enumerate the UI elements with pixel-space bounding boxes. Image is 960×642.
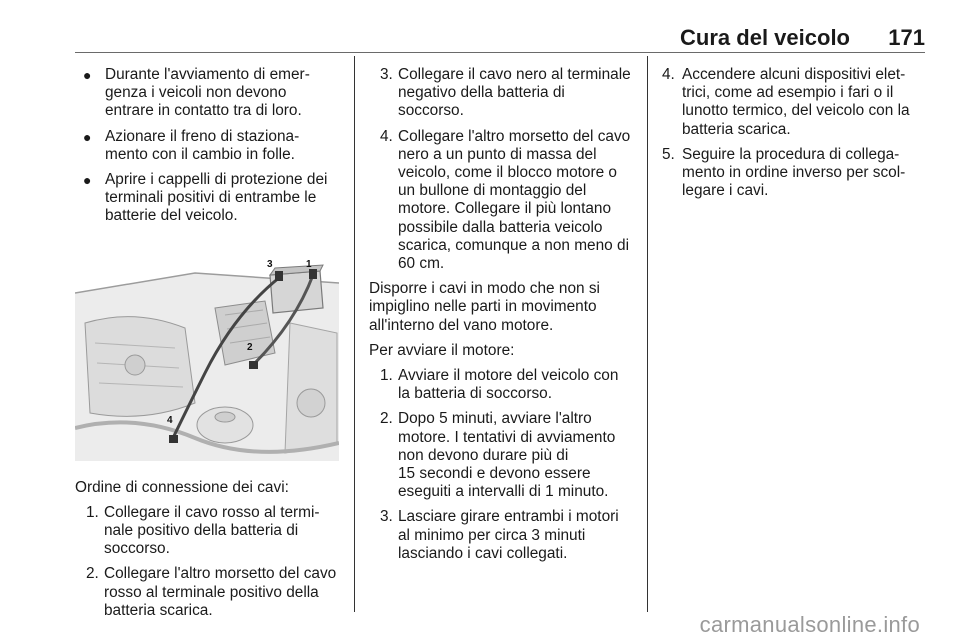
step-text: Collegare l'altro morsetto del cavo nero a un punto di massa del veicolo, come il blocco motore o un bullone di montaggio del motore. Collegare il più lontano possibile dalla batteria veicolo scarica, comunque a non meno di 60 cm. <box>398 127 631 273</box>
step-number: 3. <box>380 508 393 526</box>
step-text: Collegare l'altro morsetto del cavo rosso al terminale positivo della batteria scarica. <box>104 565 337 619</box>
cables-paragraph: Disporre i cavi in modo che non si impiglino nelle parti in movimento all'interno del vano motore. <box>369 280 600 334</box>
engine-bay-drawing <box>75 253 339 461</box>
callout-4: 4 <box>167 414 173 426</box>
numbered-step <box>369 410 639 501</box>
step-number: 1. <box>380 367 393 385</box>
section-title: Cura del veicolo <box>680 25 850 50</box>
bullet-dot-icon: ● <box>83 67 92 83</box>
numbered-step <box>662 146 924 201</box>
bullet-item <box>75 171 345 226</box>
bullet-dot-icon: ● <box>83 128 92 145</box>
numbered-step <box>662 66 924 139</box>
column-1 <box>75 66 345 627</box>
start-heading: Per avviare il motore: <box>369 341 515 359</box>
step-text: Accendere alcuni dispositivi elet- trici, come ad esempio i fari o il lunotto termico, del veicolo con la batteria scarica. <box>682 66 910 138</box>
page-number: 171 <box>888 25 925 50</box>
bullet-text: Azionare il freno di staziona- mento con il cambio in folle. <box>105 127 300 163</box>
bullet-dot-icon: ● <box>83 172 92 189</box>
engine-bay-jump-start-illustration <box>75 253 339 461</box>
numbered-step <box>75 565 345 620</box>
column-3 <box>662 66 924 207</box>
step-number: 2. <box>86 565 99 583</box>
step-text: Dopo 5 minuti, avviare l'altro motore. I tentativi di avviamento non devono durare più di 15 secondi e devono essere eseguiti a intervalli di 1 minuto. <box>398 410 616 501</box>
column-2 <box>369 66 639 570</box>
step-number: 4. <box>662 66 675 83</box>
callout-3: 3 <box>267 258 273 270</box>
watermark: carmanualsonline.info <box>699 612 920 637</box>
numbered-step <box>369 66 639 121</box>
order-heading: Ordine di connessione dei cavi: <box>75 478 289 496</box>
bullet-item <box>75 66 345 121</box>
step-text: Avviare il motore del veicolo con la batteria di soccorso. <box>398 367 619 403</box>
callout-2: 2 <box>247 341 253 353</box>
numbered-step <box>75 504 345 559</box>
step-number: 5. <box>662 145 675 163</box>
step-text: Lasciare girare entrambi i motori al minimo per circa 3 minuti lasciando i cavi collegati. <box>398 508 619 562</box>
page-header <box>75 0 925 53</box>
step-number: 3. <box>380 66 393 83</box>
column-divider <box>354 56 355 612</box>
step-number: 4. <box>380 127 393 145</box>
bullet-text: Aprire i cappelli di protezione dei terminali positivi di entrambe le batterie del veicolo. <box>105 171 328 225</box>
numbered-step <box>369 128 639 274</box>
callout-1: 1 <box>306 258 312 270</box>
numbered-step <box>369 508 639 563</box>
step-number: 2. <box>380 410 393 428</box>
step-text: Seguire la procedura di collega- mento in ordine inverso per scol- legare i cavi. <box>682 145 906 200</box>
step-text: Collegare il cavo rosso al termi- nale positivo della batteria di soccorso. <box>104 503 320 558</box>
numbered-step <box>369 367 639 403</box>
step-text: Collegare il cavo nero al terminale negativo della batteria di soccorso. <box>398 66 631 120</box>
step-number: 1. <box>86 503 99 521</box>
bullet-text: Durante l'avviamento di emer- genza i veicoli non devono entrare in contatto tra di loro. <box>105 66 310 120</box>
column-divider <box>647 56 648 612</box>
bullet-item <box>75 128 345 164</box>
